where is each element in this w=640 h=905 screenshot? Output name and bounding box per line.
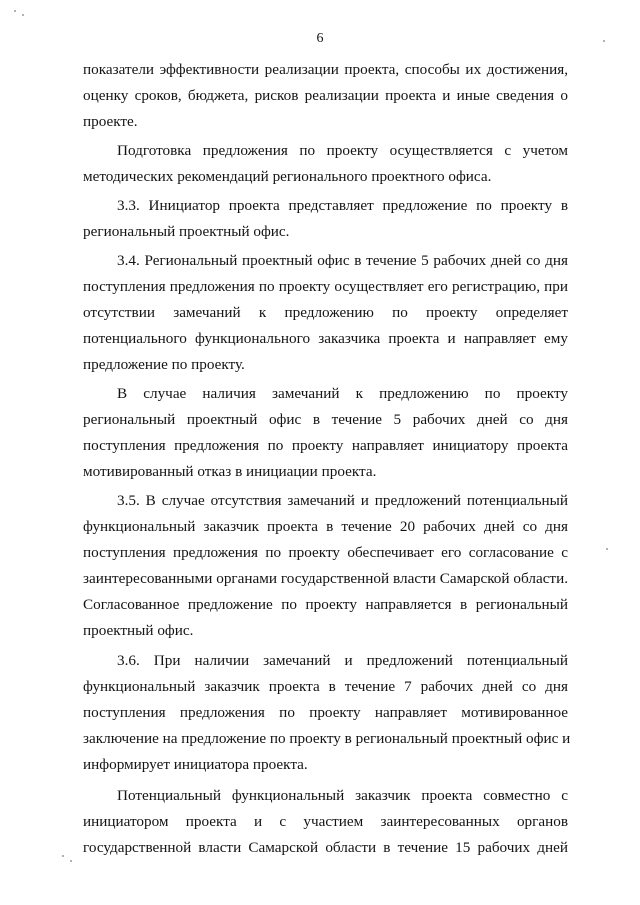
scan-speck xyxy=(606,548,608,550)
text-line: информирует инициатора проекта. xyxy=(83,756,308,773)
text-line: методических рекомендаций регионального проектного офиса. xyxy=(83,168,492,185)
text-line: В случае наличия замечаний к предложению по проекту xyxy=(117,385,568,402)
text-line: Согласованное предложение по проекту направляется в региональный xyxy=(83,596,568,613)
text-line: заинтересованными органами государственной власти Самарской области. xyxy=(83,570,568,587)
text-line: региональный проектный офис в течение 5 рабочих дней со дня xyxy=(83,411,568,428)
text-line: поступления предложения по проекту осуществляет его регистрацию, при xyxy=(83,278,568,295)
text-line: Подготовка предложения по проекту осуществляется с учетом xyxy=(117,142,568,159)
text-line: проекте. xyxy=(83,113,138,130)
scan-speck xyxy=(62,855,64,857)
page-number: 6 xyxy=(316,31,324,46)
text-line: заключение на предложение по проекту в региональный проектный офис и xyxy=(83,730,571,747)
text-line: проектный офис. xyxy=(83,622,194,639)
scan-speck xyxy=(70,860,72,862)
text-line: поступления предложения по проекту обеспечивает его согласование с xyxy=(83,544,568,561)
text-line: 3.6. При наличии замечаний и предложений потенциальный xyxy=(117,652,568,669)
text-line: оценку сроков, бюджета, рисков реализации проекта и иные сведения о xyxy=(83,87,568,104)
text-line: показатели эффективности реализации проекта, способы их достижения, xyxy=(83,61,568,78)
text-line: Потенциальный функциональный заказчик проекта совместно с xyxy=(117,787,568,804)
text-line: поступления предложения по проекту направляет мотивированное xyxy=(83,704,568,721)
scan-speck xyxy=(603,40,605,42)
text-line: 3.5. В случае отсутствия замечаний и предложений потенциальный xyxy=(117,492,568,509)
text-line: потенциального функционального заказчика проекта и направляет ему xyxy=(83,330,568,347)
text-line: отсутствии замечаний к предложению по проекту определяет xyxy=(83,304,568,321)
scan-speck xyxy=(22,14,24,16)
text-line: 3.4. Региональный проектный офис в течение 5 рабочих дней со дня xyxy=(117,252,568,269)
text-line: государственной власти Самарской области в течение 15 рабочих дней xyxy=(83,839,568,856)
text-line: поступления предложения по проекту направляет инициатору проекта xyxy=(83,437,568,454)
text-line: функциональный заказчик проекта в течение 20 рабочих дней со дня xyxy=(83,518,568,535)
text-line: региональный проектный офис. xyxy=(83,223,290,240)
text-line: мотивированный отказ в инициации проекта. xyxy=(83,463,377,480)
text-line: инициатором проекта и с участием заинтересованных органов xyxy=(83,813,568,830)
text-line: 3.3. Инициатор проекта представляет предложение по проекту в xyxy=(117,197,568,214)
text-line: функциональный заказчик проекта в течение 7 рабочих дней со дня xyxy=(83,678,568,695)
text-line: предложение по проекту. xyxy=(83,356,245,373)
scan-speck xyxy=(14,10,16,12)
